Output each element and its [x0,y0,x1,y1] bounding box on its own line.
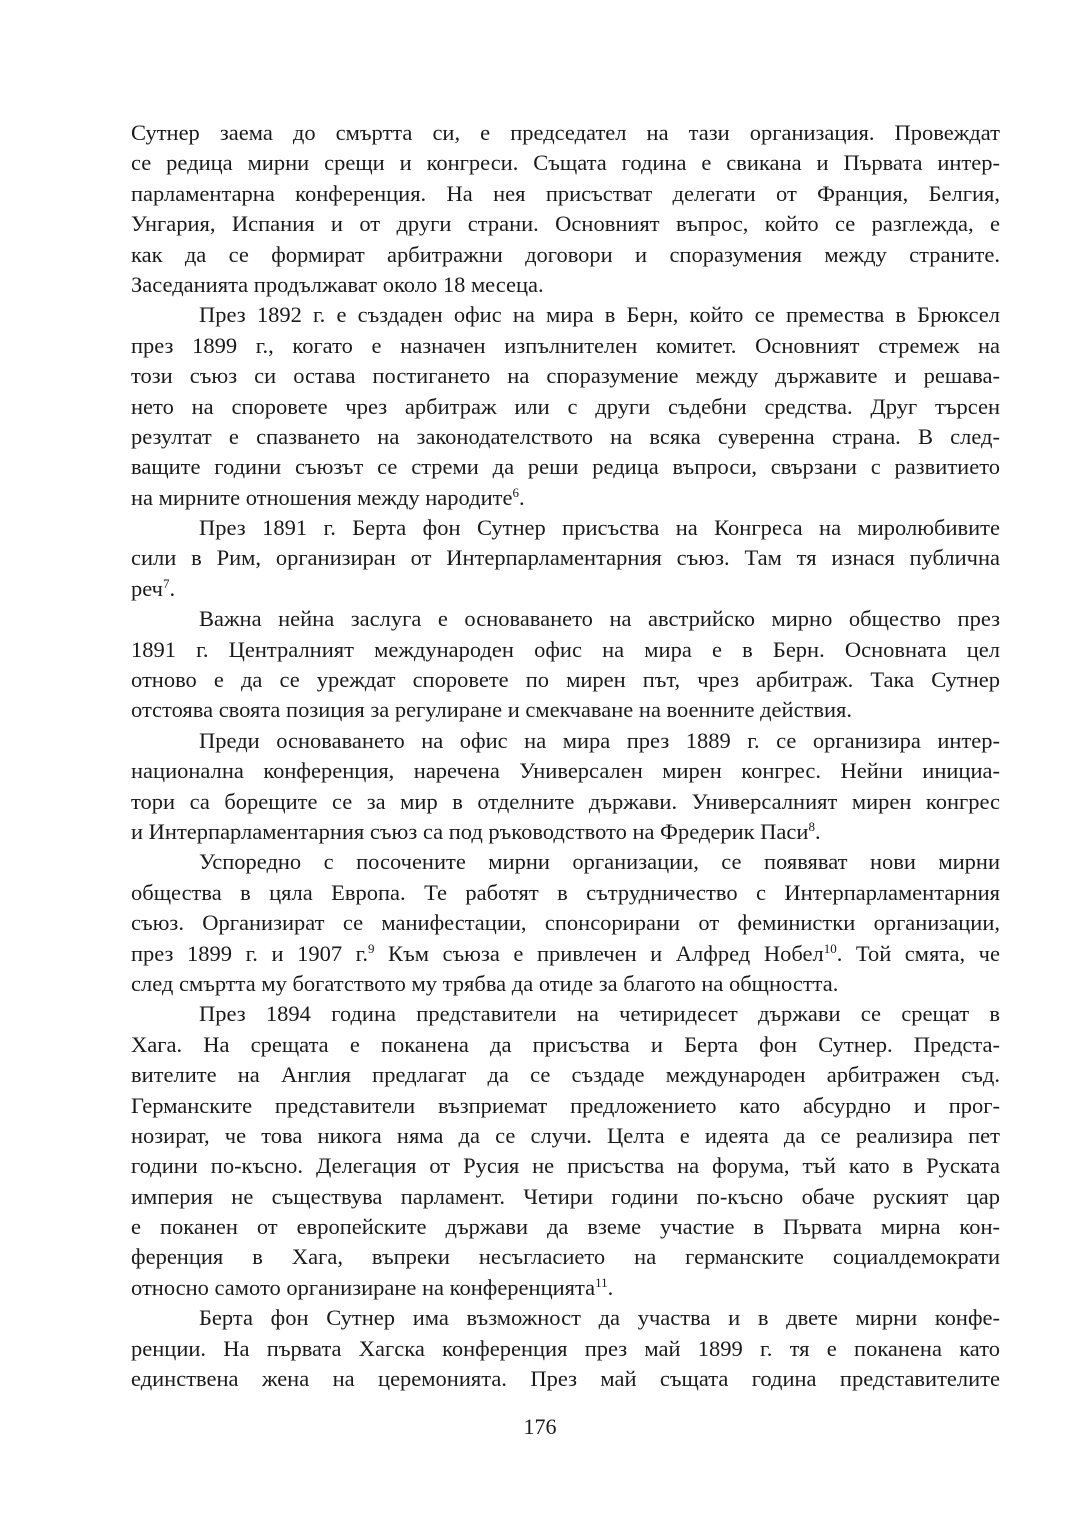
paragraph [131,726,1000,848]
text-line [131,787,1000,817]
text-segment: съюз. Организират се манифестации, спонсорирани от феминистки организации, [131,910,1000,936]
text-line [131,574,1000,604]
text-segment: През 1891 г. Берта фон Сутнер присъства на Конгреса на миролюбивите [199,515,1000,541]
text-segment: нето на споровете чрез арбитраж или с други съдебни средства. Друг търсен [131,393,1000,419]
text-segment: през 1899 г. и 1907 г. [131,940,368,966]
text-segment: на мирните отношения между народите [131,484,513,510]
paragraph [131,604,1000,726]
text-line [131,543,1000,573]
text-line [131,483,1000,513]
text-segment: Успоредно с посочените мирни организации, се появяват нови мирни [199,849,1000,875]
paragraph [131,300,1000,513]
text-segment: през 1899 г., когато е назначен изпълнителен комитет. Основният стремеж на [131,332,1000,358]
text-segment: е поканен от европейските държави да вземе участие в Първата мирна кон- [131,1214,1000,1240]
text-segment: империя не съществува парламент. Четири години по-късно обаче руският цар [131,1183,1000,1209]
text-segment: Германските представители възприемат предложението като абсурдно и прог- [131,1092,1000,1118]
text-segment: сили в Рим, организиран от Интерпарламентарния съюз. Там тя изнася публична [131,545,1000,571]
text-segment: Хага. На срещата е поканена да присъства и Берта фон Сутнер. Предста- [131,1031,1000,1057]
text-segment: Унгария, Испания и от други страни. Основният въпрос, който се разглежда, е [131,211,1000,237]
text-line [131,1212,1000,1242]
text-line [131,209,1000,239]
text-line [131,1334,1000,1364]
paragraph [131,118,1000,300]
footnote-reference: 7 [163,575,170,591]
paragraph [131,847,1000,999]
footnote-reference: 8 [808,818,815,834]
text-line [131,361,1000,391]
text-line [131,969,1000,999]
text-segment: реч [131,575,163,601]
text-segment: нозират, че това никога няма да се случи. Целта е идеята да се реализира пет [131,1122,1000,1148]
text-line [131,1151,1000,1181]
text-line [131,1273,1000,1303]
text-segment: как да се формират арбитражни договори и споразумения между страните. [131,241,1000,267]
text-line [131,695,1000,725]
text-line [131,240,1000,270]
text-segment: национална конференция, наречена Универсален мирен конгрес. Нейни инициа- [131,758,1000,784]
text-segment: Заседанията продължават около 18 месеца. [131,271,544,297]
text-line [131,847,1000,877]
text-segment: единствена жена на церемонията. През май същата година представителите [131,1366,1000,1392]
text-segment: общества в цяла Европа. Те работят в сътрудничество с Интерпарламентарния [131,879,1000,905]
text-line [131,817,1000,847]
text-line [131,331,1000,361]
text-segment: . [814,818,821,844]
text-line [131,1364,1000,1394]
text-segment: и Интерпарламентарния съюз са под ръководството на Фредерик Паси [131,818,809,844]
text-segment: 1891 г. Централният международен офис на мира е в Берн. Основната цел [131,636,1000,662]
text-segment: ващите години съюзът се стреми да реши редица въпроси, свързани с развитието [131,454,1000,480]
text-line [131,726,1000,756]
text-line [131,452,1000,482]
text-line [131,1060,1000,1090]
text-segment: след смъртта му богатството му трябва да отиде за благото на общността. [131,970,839,996]
text-segment: . [518,484,525,510]
text-segment: се редица мирни срещи и конгреси. Същата година е свикана и Първата интер- [131,150,1000,176]
text-line [131,665,1000,695]
text-line [131,422,1000,452]
text-segment: . [169,575,176,601]
footnote-reference: 11 [595,1274,608,1290]
footnote-reference: 6 [512,484,519,500]
text-line [131,635,1000,665]
text-line [131,392,1000,422]
text-line [131,939,1000,969]
body-text [131,118,1000,1394]
text-line [131,1242,1000,1272]
page-number: 176 [523,1414,557,1439]
text-line [131,1303,1000,1333]
text-segment: . Той смята, че [836,940,1000,966]
text-segment: отново е да се уреждат споровете по мирен път, чрез арбитраж. Така Сутнер [131,667,1000,693]
text-segment: Към съюза е привлечен и Алфред Нобел [374,940,824,966]
text-line [131,1091,1000,1121]
text-line [131,908,1000,938]
paragraph [131,999,1000,1303]
text-segment: парламентарна конференция. На нея присъстват делегати от Франция, Белгия, [131,180,1000,206]
text-segment: През 1892 г. е създаден офис на мира в Берн, който се премества в Брюксел [199,302,1000,328]
text-line [131,179,1000,209]
text-line [131,604,1000,634]
paragraph [131,513,1000,604]
text-segment: години по-късно. Делегация от Русия не присъства на форума, тъй като в Руската [131,1153,1000,1179]
text-line [131,270,1000,300]
text-segment: относно самото организиране на конференцията [131,1274,596,1300]
text-segment: През 1894 година представители на четиридесет държави се срещат в [199,1001,1000,1027]
text-line [131,878,1000,908]
text-segment: Берта фон Сутнер има възможност да участва и в двете мирни конфе- [199,1305,1000,1331]
text-line [131,1030,1000,1060]
text-line [131,1182,1000,1212]
text-segment: този съюз си остава постигането на споразумение между държавите и решава- [131,363,1000,389]
text-line [131,999,1000,1029]
paragraph [131,1303,1000,1394]
text-segment: ренции. На първата Хагска конференция през май 1899 г. тя е поканена като [131,1335,1000,1361]
text-segment: тори са борещите се за мир в отделните държави. Универсалният мирен конгрес [131,788,1000,814]
text-line [131,513,1000,543]
text-segment: ференция в Хага, въпреки несъгласието на германските социалдемократи [131,1244,1000,1270]
text-line [131,118,1000,148]
footnote-reference: 10 [823,940,837,956]
text-segment: отстоява своята позиция за регулиране и смекчаване на военните действия. [131,697,853,723]
text-line [131,756,1000,786]
text-line [131,1121,1000,1151]
text-segment: вителите на Англия предлагат да се създаде международен арбитражен съд. [131,1062,1000,1088]
text-segment: Преди основаването на офис на мира през 1889 г. се организира интер- [199,727,1000,753]
text-segment: Важна нейна заслуга е основаването на австрийско мирно общество през [199,606,1000,632]
text-line [131,300,1000,330]
text-line [131,148,1000,178]
text-segment: резултат е спазването на законодателството на всяка суверенна страна. В след- [131,423,1000,449]
text-segment: . [607,1274,614,1300]
footnote-reference: 9 [367,940,375,956]
text-segment: Сутнер заема до смъртта си, е председател на тази организация. Провеждат [131,120,1000,145]
